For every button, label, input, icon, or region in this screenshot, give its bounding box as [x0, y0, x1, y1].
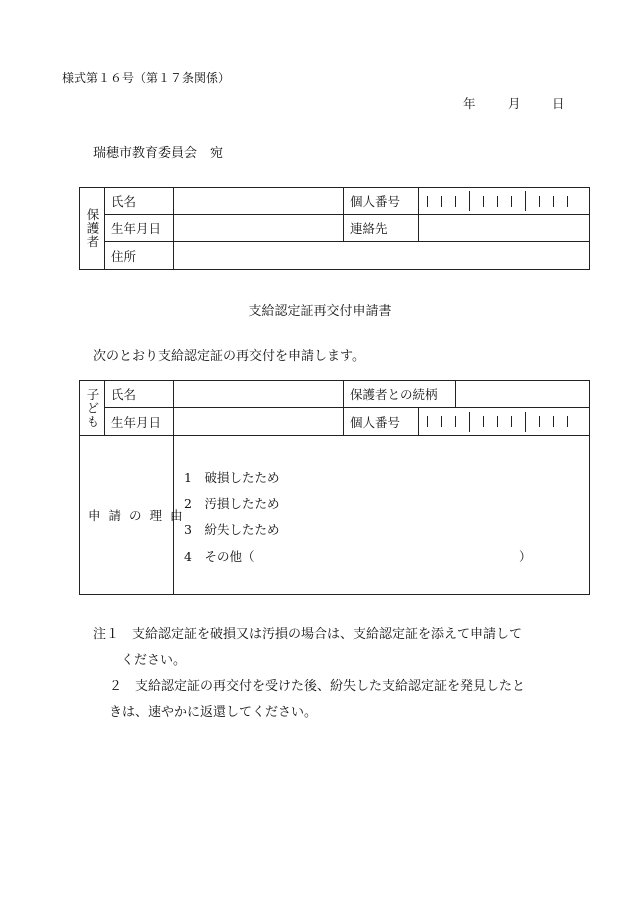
guardian-address-field[interactable] [174, 242, 590, 270]
reason-option-1[interactable]: 1 破損したため [184, 470, 280, 485]
reason-label: 申請の理由 [80, 436, 174, 595]
notes [93, 622, 593, 726]
guardian-personal-number-label: 個人番号 [344, 188, 419, 215]
guardian-table [79, 187, 590, 270]
guardian-address-label: 住所 [105, 242, 174, 270]
note-2-line-2: きは、速やかに返還してください。 [109, 705, 318, 720]
child-group-label: 子ども [80, 381, 105, 436]
guardian-birthdate-label: 生年月日 [105, 215, 174, 242]
child-birthdate-label: 生年月日 [105, 408, 174, 436]
note-1-line-2: ください。 [121, 653, 187, 668]
reason-option-2[interactable]: 2 汚損したため [184, 496, 280, 511]
addressee: 瑞穂市教育委員会 宛 [93, 146, 224, 161]
guardian-contact-field[interactable] [419, 215, 590, 242]
child-personal-number-field[interactable] [419, 408, 590, 436]
guardian-group-label: 保護者 [80, 188, 105, 270]
date-year-label: 年 [463, 96, 476, 111]
note-1-line-1: 注１ 支給認定証を破損又は汚損の場合は、支給認定証を添えて申請して [93, 627, 523, 642]
reason-option-4[interactable]: 4 その他（ [184, 549, 255, 564]
guardian-birthdate-field[interactable] [174, 215, 344, 242]
child-name-label: 氏名 [105, 381, 174, 408]
document-title: 支給認定証再交付申請書 [248, 304, 392, 319]
child-relation-field[interactable] [456, 381, 590, 408]
guardian-name-field[interactable] [174, 188, 344, 215]
guardian-name-label: 氏名 [105, 188, 174, 215]
guardian-personal-number-field[interactable] [419, 188, 590, 215]
digit-grid [419, 188, 589, 214]
date-day-label: 日 [552, 96, 565, 111]
note-2-line-1: ２ 支給認定証の再交付を受けた後、紛失した支給認定証を発見したと [109, 679, 526, 694]
date-month-label: 月 [508, 96, 521, 111]
child-relation-label: 保護者との続柄 [344, 381, 456, 408]
digit-grid [419, 408, 589, 435]
form-number: 様式第１６号（第１７条関係） [62, 71, 231, 85]
reason-other-close: ） [519, 549, 532, 564]
intro-text: 次のとおり支給認定証の再交付を申請します。 [93, 349, 365, 364]
child-table [79, 380, 590, 595]
guardian-contact-label: 連絡先 [344, 215, 419, 242]
reason-options-cell [174, 436, 590, 595]
child-birthdate-field[interactable] [174, 408, 344, 436]
child-personal-number-label: 個人番号 [344, 408, 419, 436]
child-name-field[interactable] [174, 381, 344, 408]
reason-option-3[interactable]: 3 紛失したため [184, 522, 280, 537]
